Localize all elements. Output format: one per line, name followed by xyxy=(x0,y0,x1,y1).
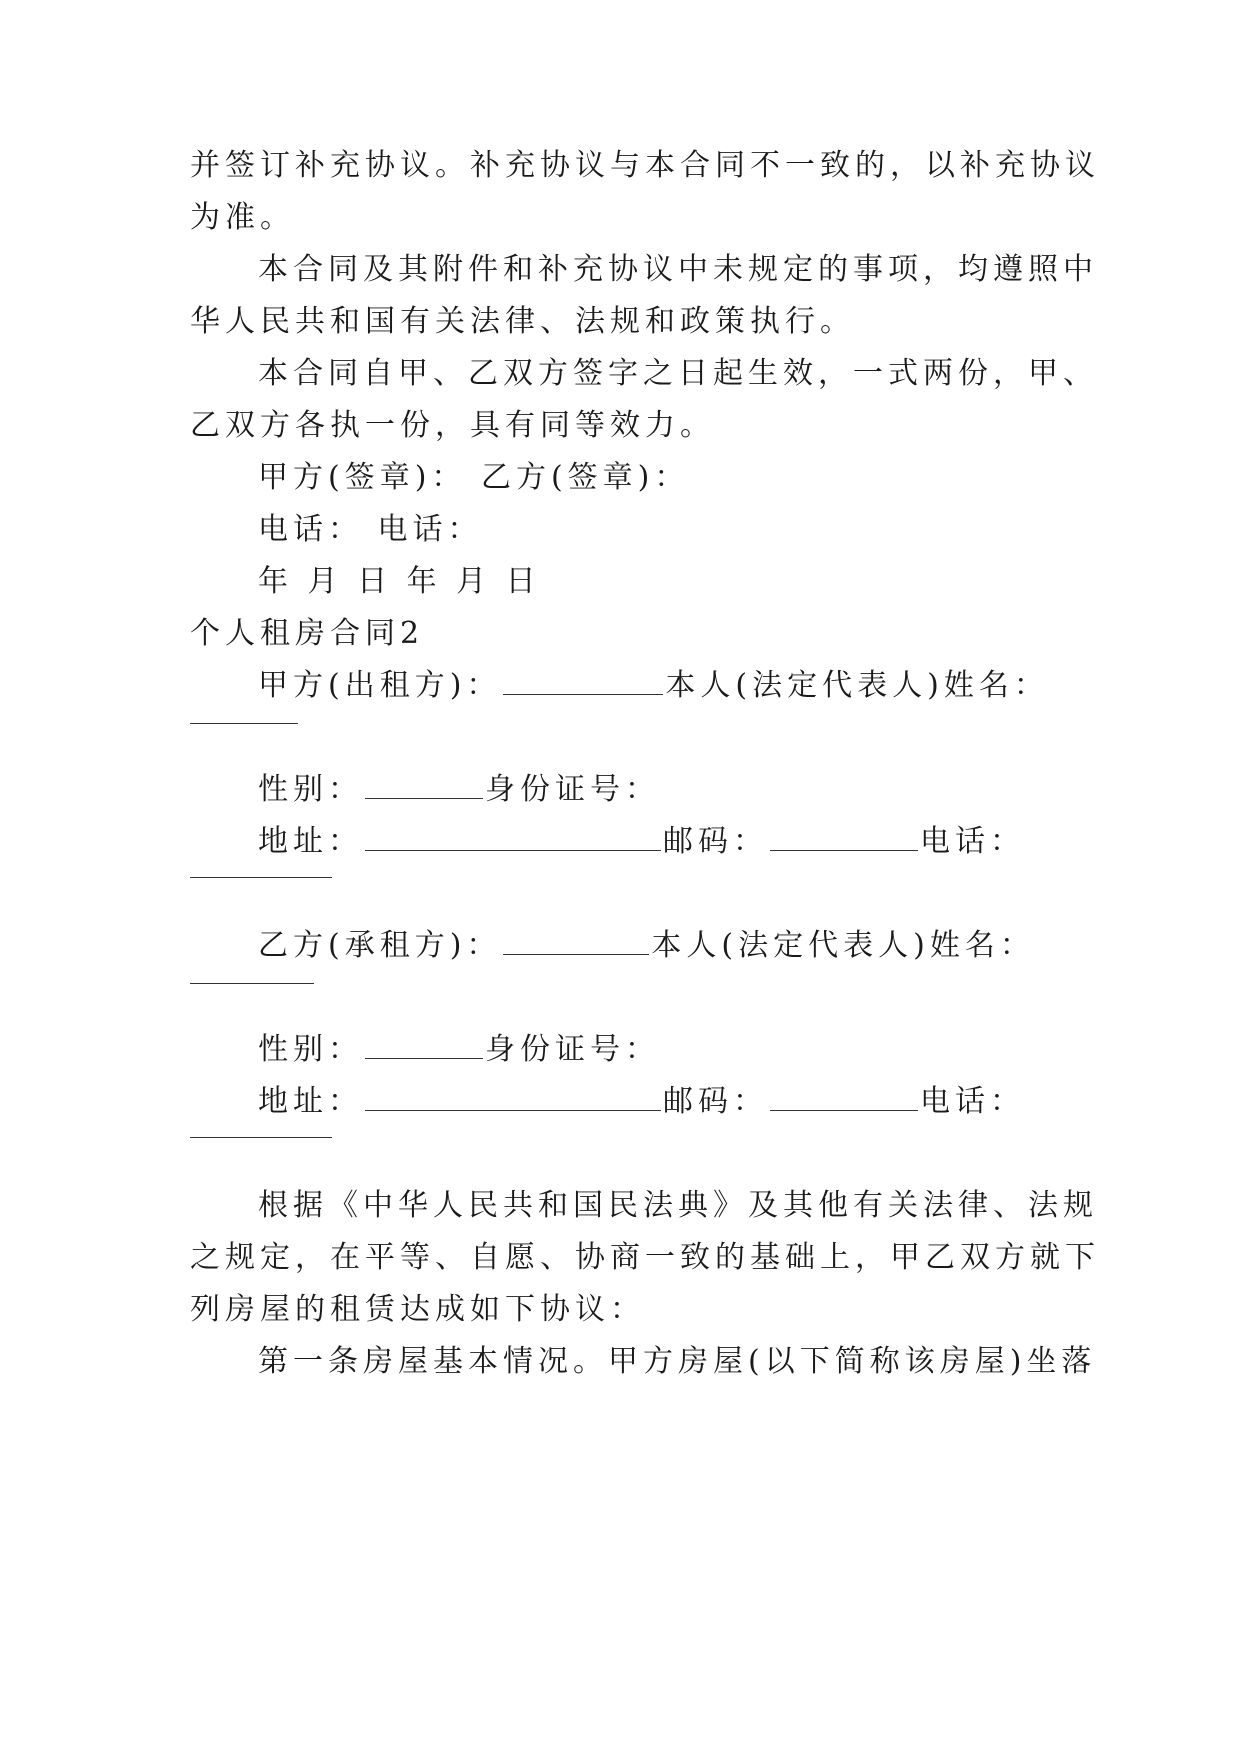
party-a-gender-line xyxy=(258,770,660,810)
text-line: 之规定，在平等、自愿、协商一致的基础上，甲乙双方就下 xyxy=(190,1240,1100,1275)
party-a-address-line xyxy=(258,822,1025,862)
party-a-name-blank[interactable] xyxy=(503,668,663,695)
paragraph-line: 本合同自甲、乙双方签字之日起生效，一式两份，甲、 xyxy=(258,356,1098,391)
party-a-zip-blank[interactable] xyxy=(770,824,918,851)
party-b-label: 乙方(承租方)： xyxy=(258,928,502,963)
party-b-id-label: 身份证号： xyxy=(485,1032,660,1067)
party-b-address-blank[interactable] xyxy=(365,1084,661,1111)
section-title: 个人租房合同2 xyxy=(190,616,425,651)
text-line: 并签订补充协议。补充协议与本合同不一致的，以补充协议 xyxy=(190,148,1100,183)
party-a-phone-label: 电话： xyxy=(920,824,1025,859)
party-a-phone-blank[interactable] xyxy=(190,876,332,878)
party-a-address-label: 地址： xyxy=(258,824,363,859)
article-line: 第一条房屋基本情况。甲方房屋(以下简称该房屋)坐落 xyxy=(258,1344,1097,1379)
text-line: 乙双方各执一份，具有同等效力。 xyxy=(190,408,715,443)
party-b-name-line xyxy=(258,926,1035,966)
text-line: 华人民共和国有关法律、法规和政策执行。 xyxy=(190,304,855,339)
party-b-address-label: 地址： xyxy=(258,1084,363,1119)
party-b-name-blank[interactable] xyxy=(503,928,649,955)
party-b-gender-line xyxy=(258,1030,660,1070)
party-b-address-line xyxy=(258,1082,1025,1122)
party-b-rep-label: 本人(法定代表人)姓名： xyxy=(651,928,1035,963)
party-a-gender-label: 性别： xyxy=(258,772,363,807)
paragraph-line: 本合同及其附件和补充协议中未规定的事项，均遵照中 xyxy=(258,252,1098,287)
party-b-gender-blank[interactable] xyxy=(365,1032,483,1059)
party-b-rep-blank[interactable] xyxy=(190,982,314,984)
party-a-zip-label: 邮码： xyxy=(663,824,768,859)
party-b-zip-blank[interactable] xyxy=(770,1084,918,1111)
party-a-id-label: 身份证号： xyxy=(485,772,660,807)
party-b-gender-label: 性别： xyxy=(258,1032,363,1067)
party-b-phone-blank[interactable] xyxy=(190,1136,332,1138)
text-line: 为准。 xyxy=(190,200,295,235)
party-b-zip-label: 邮码： xyxy=(663,1084,768,1119)
party-a-rep-label: 本人(法定代表人)姓名： xyxy=(665,668,1049,703)
text-line: 列房屋的租赁达成如下协议： xyxy=(190,1292,645,1327)
paragraph-line: 根据《中华人民共和国民法典》及其他有关法律、法规 xyxy=(258,1188,1098,1223)
phone-line: 电话： 电话： xyxy=(258,512,483,547)
party-b-phone-label: 电话： xyxy=(920,1084,1025,1119)
party-a-address-blank[interactable] xyxy=(365,824,661,851)
party-a-rep-blank[interactable] xyxy=(190,722,298,724)
date-line: 年 月 日 年 月 日 xyxy=(258,564,541,599)
party-a-label: 甲方(出租方)： xyxy=(258,668,502,703)
party-a-gender-blank[interactable] xyxy=(365,772,483,799)
party-a-name-line xyxy=(258,666,1049,706)
signature-line: 甲方(签章)： 乙方(签章)： xyxy=(258,460,690,495)
